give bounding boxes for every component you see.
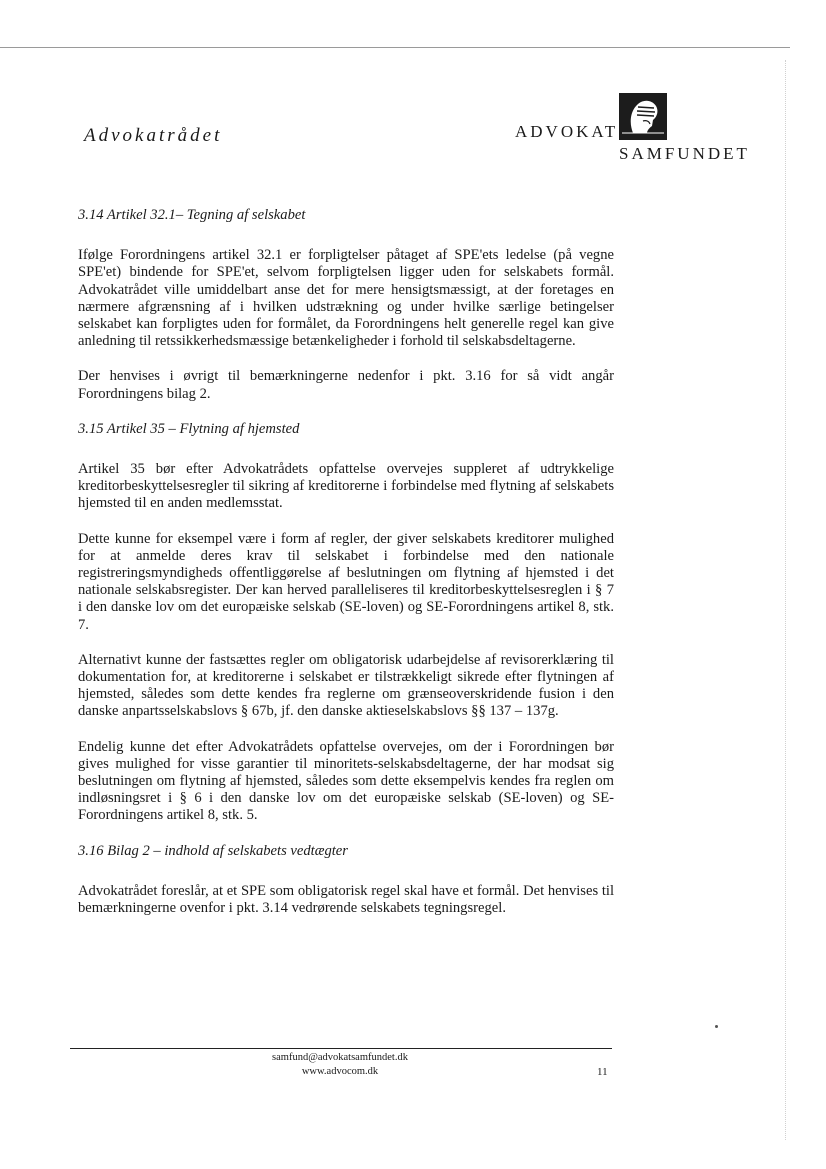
paragraph: Advokatrådet foreslår, at et SPE som obligatorisk regel skal have et formål. Det henvises til bemærkningerne ovenfor i pkt. 3.14 vedrørende selskabets tegningsregel.	[78, 882, 614, 917]
section-3-14	[78, 207, 614, 403]
logo-text-samfundet: SAMFUNDET	[619, 144, 750, 163]
paragraph: Artikel 35 bør efter Advokatrådets opfattelse overvejes suppleret af udtrykkelige kreditorbeskyttelsesregler til sikring af kreditorerne i forbindelse med flytning af selskabets hjemsted til en anden medlemsstat.	[78, 461, 614, 512]
logo-text-advokat: ADVOKAT	[515, 122, 619, 141]
section-heading: 3.14 Artikel 32.1– Tegning af selskabet	[78, 207, 306, 223]
scan-right-edge	[785, 60, 786, 1140]
document-body	[78, 207, 614, 917]
section-heading: 3.15 Artikel 35 – Flytning af hjemsted	[78, 420, 300, 437]
paragraph: Der henvises i øvrigt til bemærkningerne nedenfor i pkt. 3.16 for så vidt angår Forordningens bilag 2.	[78, 368, 614, 402]
paragraph: Ifølge Forordningens artikel 32.1 er forpligtelser påtaget af SPE'ets ledelse (på vegne SPE'et) bindende for SPE'et, selvom forpligtelsen ligger uden for selskabets formål. Advokatrådet ville umiddelbart anse det for mere hensigtsmæssigt, at der foretages en nærmere afgrænsning af i hvilken udstrækning og under hvilke særlige betingelser selskabet kan forpligtes uden for formålet, da Forordningens helt generelle regel kan give anledning til retssikkerhedsmæssige betænkeligheder i forhold til selskabsdeltagerne.	[78, 247, 614, 350]
paragraph: Dette kunne for eksempel være i form af regler, der giver selskabets kreditorer mulighed for at anmelde deres krav til selskabet i forbindelse med den nationale registreringsmyndigheds offentliggørelse af beslutningen om flytning af hjemsted i det nationale selskabsregister. Der kan herved paralleliseres til kreditorbeskyttelsesreglen i § 7 i den danske lov om det europæiske selskab (SE-loven) og SE-Forordningens artikel 8, stk. 7.	[78, 530, 614, 633]
scan-top-rule	[0, 47, 790, 48]
paragraph: Alternativt kunne der fastsættes regler om obligatorisk udarbejdelse af revisorerklæring til dokumentation for, at kreditorerne i selskabet er tilstrækkeligt sikrede efter flytningen af hjemsted, således som dette kendes fra reglerne om grænseoverskridende fusion i den danske anpartsselskabslovs § 67b, jf. den danske aktieselskabslovs §§ 137 – 137g.	[78, 651, 614, 720]
knight-helmet-icon	[619, 93, 667, 140]
paragraph: Endelig kunne det efter Advokatrådets opfattelse overvejes, om der i Forordningen bør gives mulighed for visse garantier til minoritets-selskabsdeltagerne, der har modsat sig beslutningen om flytning af hjemsted, således som dette eksempelvis kendes fra reglen om indløsningsret i § 6 i den danske lov om det europæiske selskab (SE-loven) og SE-Forordningens artikel 8, stk. 5.	[78, 738, 614, 824]
footer-website: www.advocom.dk	[301, 1066, 379, 1077]
section-3-15	[78, 421, 614, 825]
page-number: 11	[597, 1066, 608, 1078]
scan-speck	[715, 1025, 718, 1028]
section-heading: 3.16 Bilag 2 – indhold af selskabets vedtægter	[78, 842, 348, 859]
section-3-16	[78, 843, 614, 918]
page-header-title: Advokatrådet	[84, 125, 223, 146]
footer-divider	[70, 1048, 612, 1049]
footer-email: samfund@advokatsamfundet.dk	[272, 1052, 408, 1063]
